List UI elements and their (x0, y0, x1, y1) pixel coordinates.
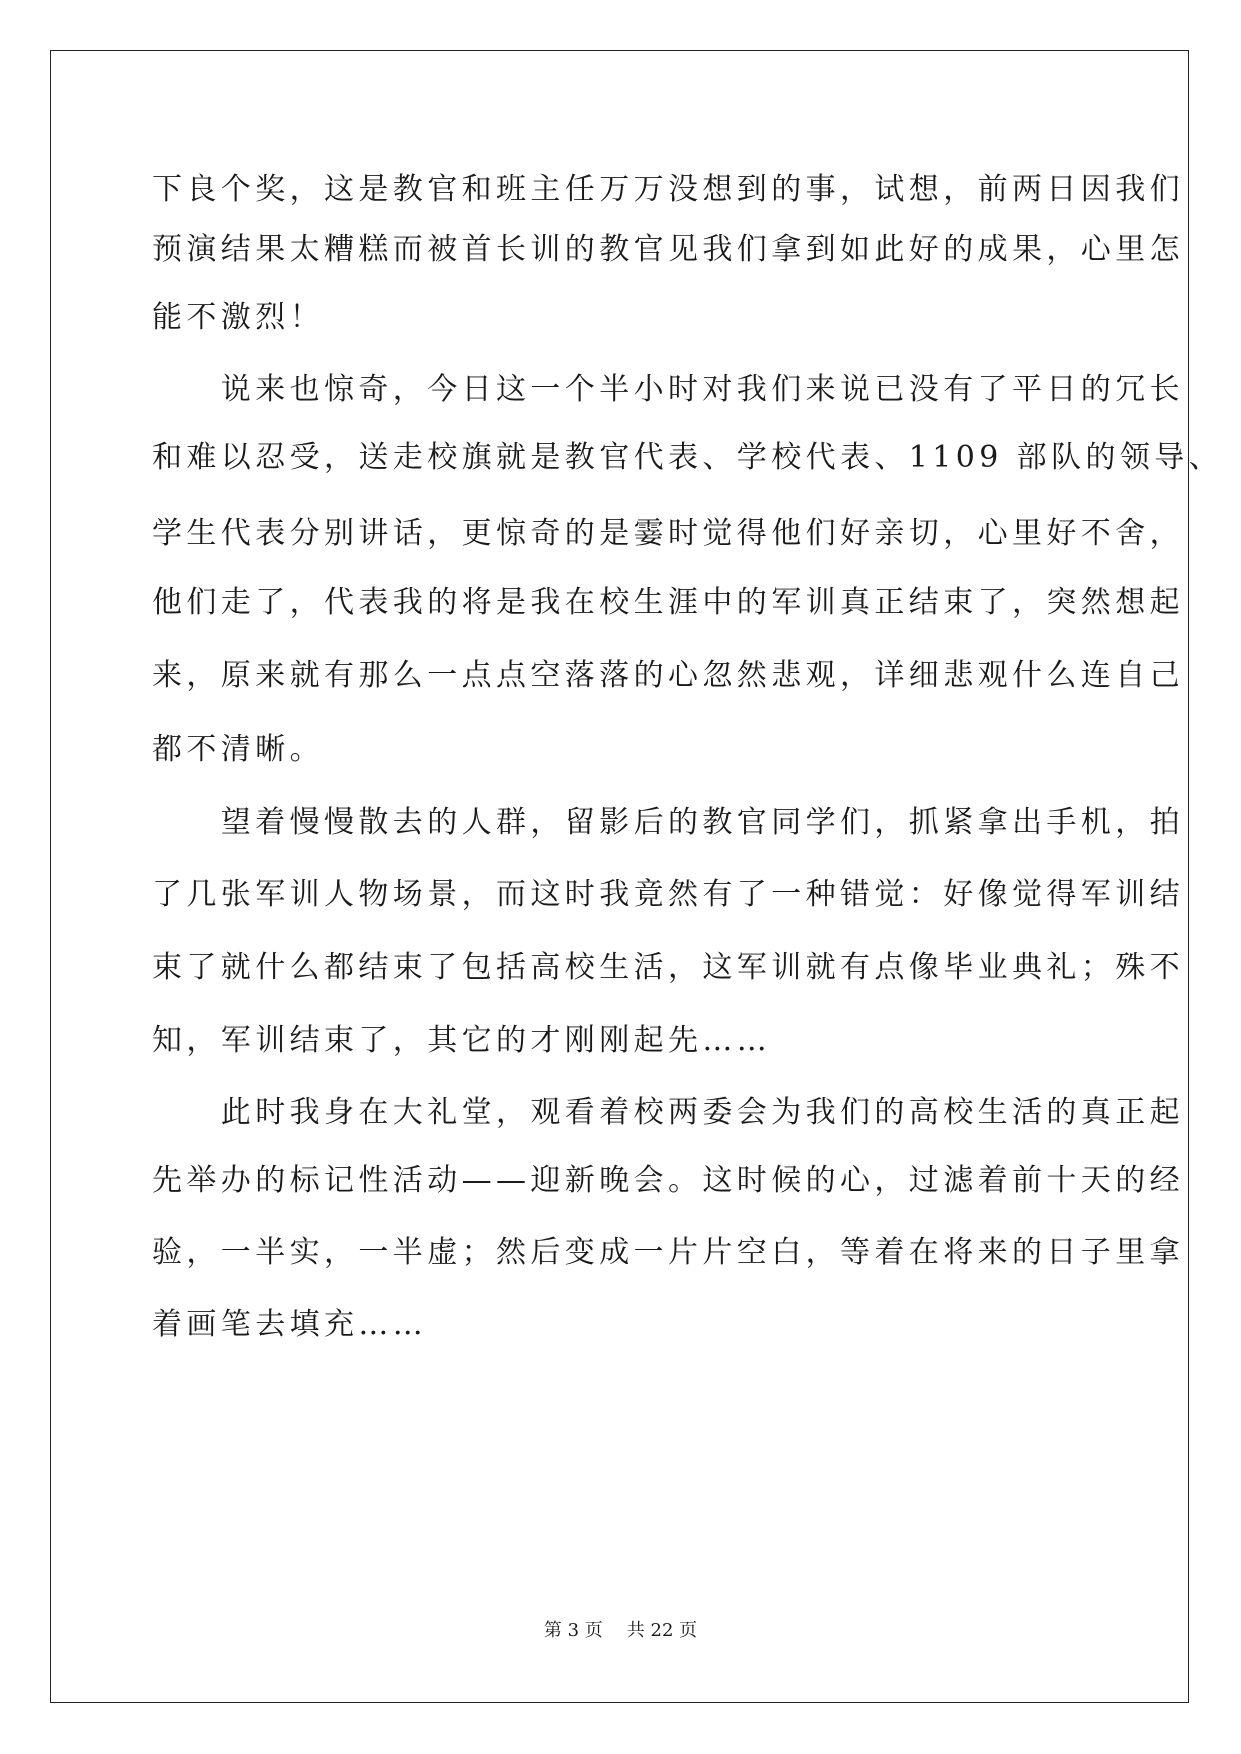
text-line: 着画笔去填充…… (152, 1307, 428, 1342)
text-line: 和难以忍受，送走校旗就是教官代表、学校代表、1109 部队的领导、 (152, 440, 1224, 475)
text-line: 了几张军训人物场景，而这时我竟然有了一种错觉：好像觉得军训结 (152, 877, 1184, 912)
text-line: 学生代表分别讲话，更惊奇的是霎时觉得他们好亲切，心里好不舍， (152, 516, 1184, 551)
page-footer (0, 1619, 1241, 1643)
text-line: 说来也惊奇，今日这一个半小时对我们来说已没有了平日的冗长 (152, 372, 1184, 407)
text-line: 束了就什么都结束了包括高校生活，这军训就有点像毕业典礼；殊不 (152, 950, 1184, 985)
text-line: 能不激烈！ (152, 300, 324, 335)
text-line: 下良个奖，这是教官和班主任万万没想到的事，试想，前两日因我们 (152, 172, 1184, 207)
text-line: 先举办的标记性活动——迎新晚会。这时候的心，过滤着前十天的经 (152, 1163, 1184, 1198)
text-line: 都不清晰。 (152, 732, 324, 767)
text-line: 预演结果太糟糕而被首长训的教官见我们拿到如此好的成果，心里怎 (152, 232, 1184, 267)
text-line: 知，军训结束了，其它的才刚刚起先…… (152, 1023, 772, 1058)
current-page-number: 第 3 页 (543, 1620, 603, 1641)
total-page-count: 共 22 页 (626, 1620, 698, 1641)
text-line: 望着慢慢散去的人群，留影后的教官同学们，抓紧拿出手机，拍 (152, 805, 1184, 840)
text-line: 来，原来就有那么一点点空落落的心忽然悲观，详细悲观什么连自己 (152, 658, 1184, 693)
text-line: 他们走了，代表我的将是我在校生涯中的军训真正结束了，突然想起 (152, 585, 1184, 620)
text-line: 此时我身在大礼堂，观看着校两委会为我们的高校生活的真正起 (152, 1095, 1184, 1130)
text-line: 验，一半实，一半虚；然后变成一片片空白，等着在将来的日子里拿 (152, 1235, 1184, 1270)
